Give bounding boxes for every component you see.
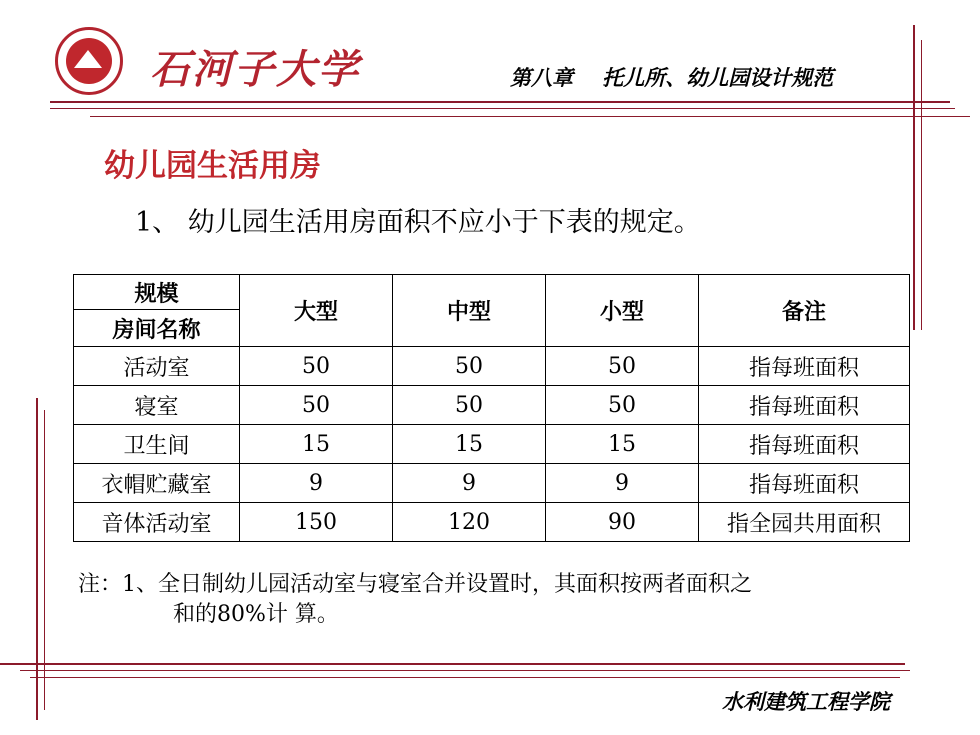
room-name-cell: 活动室 [74, 347, 240, 386]
large-cell: 9 [240, 464, 393, 503]
university-logo-text: 石河子大学 [150, 46, 360, 93]
room-name-cell: 寝室 [74, 386, 240, 425]
column-header: 小型 [546, 275, 699, 347]
mountain-icon [74, 50, 102, 68]
medium-cell: 9 [393, 464, 546, 503]
right-rule-1 [913, 25, 915, 330]
university-seal-logo [55, 27, 123, 95]
top-rule-2 [50, 108, 955, 109]
bottom-rule-3 [30, 677, 900, 678]
note-cell: 指全园共用面积 [699, 503, 910, 542]
left-rule-2 [44, 410, 45, 710]
medium-cell: 120 [393, 503, 546, 542]
table-row [74, 503, 910, 542]
large-cell: 50 [240, 386, 393, 425]
large-cell: 50 [240, 347, 393, 386]
small-cell: 50 [546, 386, 699, 425]
room-name-cell: 衣帽贮藏室 [74, 464, 240, 503]
note-cell: 指每班面积 [699, 386, 910, 425]
section-title: 幼儿园生活用房 [104, 148, 321, 184]
left-rule-1 [36, 398, 38, 720]
table-row [74, 386, 910, 425]
column-header: 备注 [699, 275, 910, 347]
small-cell: 15 [546, 425, 699, 464]
bottom-rule-2 [20, 670, 910, 671]
note-cell: 指每班面积 [699, 464, 910, 503]
table-row [74, 464, 910, 503]
large-cell: 15 [240, 425, 393, 464]
table-note [78, 570, 938, 630]
small-cell: 50 [546, 347, 699, 386]
medium-cell: 50 [393, 386, 546, 425]
medium-cell: 50 [393, 347, 546, 386]
area-table [73, 274, 910, 542]
top-rule-1 [50, 101, 950, 103]
note-cell: 指每班面积 [699, 425, 910, 464]
small-cell: 90 [546, 503, 699, 542]
medium-cell: 15 [393, 425, 546, 464]
room-name-cell: 卫生间 [74, 425, 240, 464]
note-cell: 指每班面积 [699, 347, 910, 386]
header-scale: 规模 [74, 275, 240, 310]
room-name-cell: 音体活动室 [74, 503, 240, 542]
large-cell: 150 [240, 503, 393, 542]
header-room-name: 房间名称 [74, 310, 240, 347]
column-header: 大型 [240, 275, 393, 347]
table-row [74, 425, 910, 464]
top-rule-3 [90, 116, 970, 117]
note-line-1: 注：1、全日制幼儿园活动室与寝室合并设置时，其面积按两者面积之 [78, 572, 752, 597]
table-row [74, 347, 910, 386]
section-subtitle: 1、 幼儿园生活用房面积不应小于下表的规定。 [135, 207, 701, 238]
bottom-rule-1 [0, 663, 905, 665]
right-rule-2 [921, 40, 922, 330]
footer-college-name: 水利建筑工程学院 [722, 690, 890, 714]
note-line-2: 和的80%计 算。 [173, 602, 339, 627]
chapter-title: 第八章 托儿所、幼儿园设计规范 [510, 66, 834, 90]
table-header-row [74, 275, 910, 310]
column-header: 中型 [393, 275, 546, 347]
small-cell: 9 [546, 464, 699, 503]
